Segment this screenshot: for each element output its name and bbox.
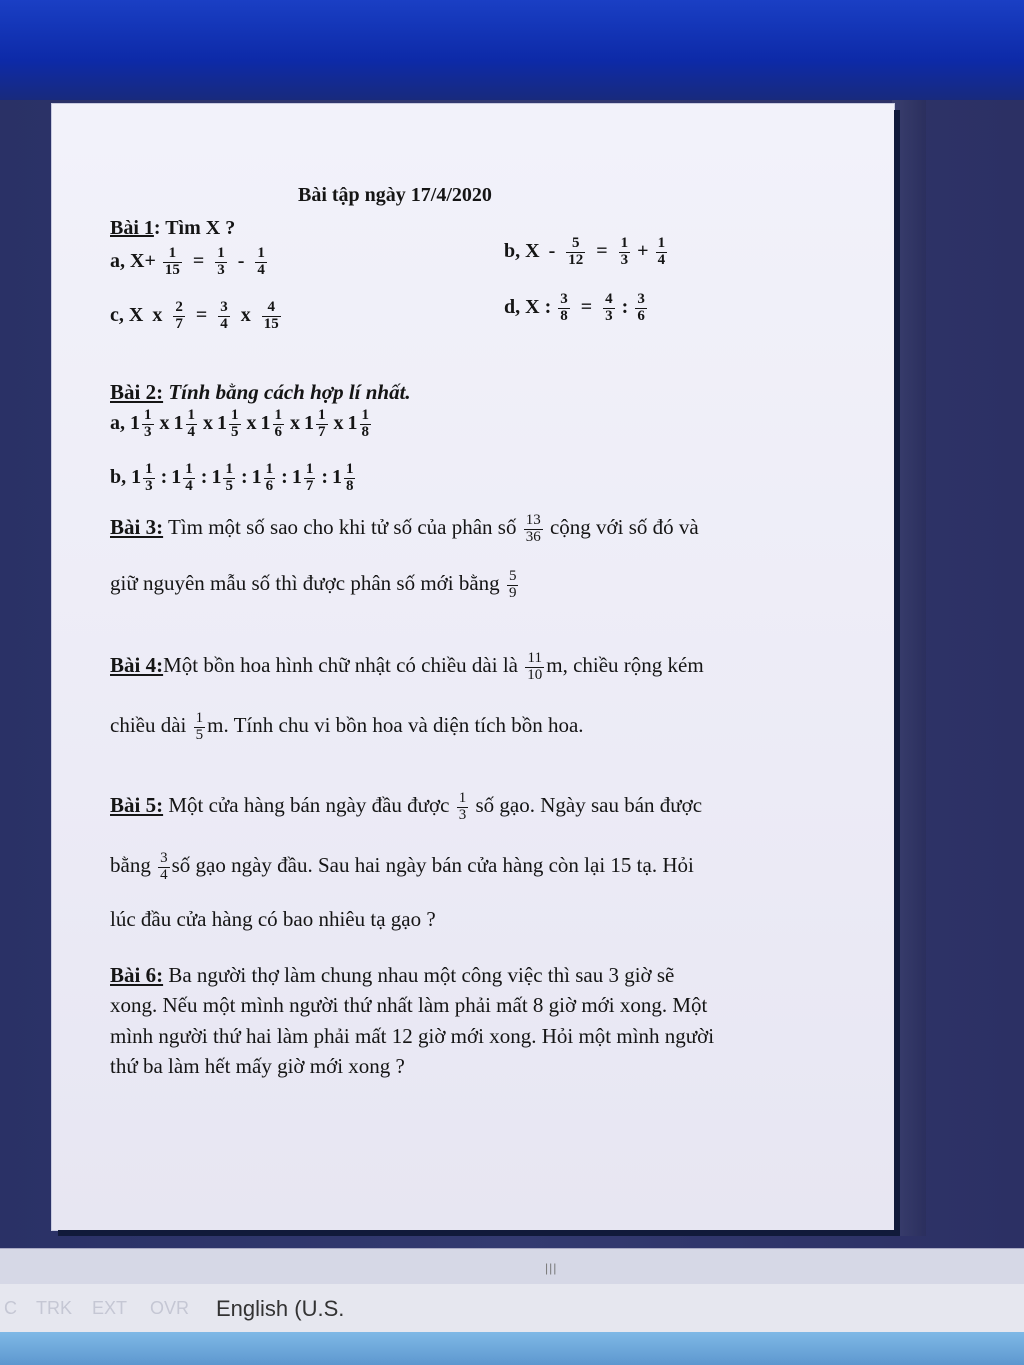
status-indicator-ovr[interactable]: OVR	[150, 1298, 190, 1318]
denominator: 3	[458, 806, 467, 823]
bai4-text: m, chiều rộng kém	[546, 653, 704, 677]
operator: :	[160, 465, 168, 488]
operator: x	[240, 303, 251, 326]
mixed-number	[347, 407, 374, 440]
denominator: 7	[175, 315, 183, 332]
operator: x	[333, 411, 344, 434]
bai1-task: : Tìm X ?	[153, 217, 236, 239]
numerator: 1	[257, 245, 265, 261]
bai1-label: Bài 1	[110, 217, 154, 239]
numerator: 1	[265, 461, 274, 477]
bai4-line2	[110, 710, 870, 743]
bai5-label: Bài 5:	[110, 793, 164, 817]
numerator: 1	[318, 407, 326, 423]
numerator: 1	[144, 407, 152, 423]
whole-part: 1	[173, 411, 184, 434]
operator: :	[621, 295, 629, 318]
operator: -	[237, 249, 245, 272]
numerator: 1	[195, 709, 204, 726]
fraction	[558, 292, 570, 325]
operator: :	[240, 465, 248, 488]
mixed-number	[260, 407, 287, 440]
fraction	[143, 462, 155, 495]
whole-part: 1	[131, 465, 142, 488]
denominator: 8	[361, 423, 369, 440]
numerator: 1	[217, 245, 225, 261]
whole-part: 1	[217, 411, 227, 434]
denominator: 4	[187, 423, 195, 440]
language-indicator[interactable]: English (U.S.	[216, 1296, 345, 1321]
whole-part: 1	[304, 411, 314, 434]
bai5-line2	[110, 850, 870, 883]
fraction	[158, 851, 170, 884]
denominator: 4	[160, 866, 168, 883]
bai4-line1	[110, 650, 870, 683]
fraction	[215, 246, 227, 279]
whole-part: 1	[347, 411, 358, 434]
fraction	[163, 246, 182, 279]
denominator: 6	[274, 423, 282, 440]
numerator: 3	[560, 291, 568, 307]
fraction	[316, 408, 328, 441]
document-title: Bài tập ngày 17/4/2020	[298, 184, 492, 206]
bai1-a-prefix: a,	[110, 249, 125, 272]
whole-part: 1	[171, 465, 182, 488]
bai2-heading	[110, 380, 411, 405]
denominator: 4	[657, 251, 666, 268]
mixed-number	[173, 407, 200, 440]
numerator: 5	[566, 236, 585, 253]
mixed-number	[130, 407, 156, 440]
bai2-label: Bài 2:	[110, 380, 164, 404]
denominator: 7	[305, 477, 314, 494]
numerator: 1	[305, 461, 314, 477]
bai5-text: bằng	[110, 853, 151, 877]
fraction	[229, 408, 241, 441]
denominator: 9	[508, 584, 517, 601]
whole-part: 1	[130, 411, 140, 434]
numerator: 3	[637, 291, 645, 307]
numerator: 1	[231, 407, 239, 423]
operator: :	[281, 465, 288, 488]
operator: -	[548, 239, 556, 262]
denominator: 5	[195, 726, 204, 743]
bai2-a-expression	[110, 408, 373, 441]
mixed-number	[211, 461, 237, 494]
operator: :	[321, 465, 328, 488]
bai5-text: số gạo ngày đầu. Sau hai ngày bán cửa hàng còn lại 15 tạ. Hỏi	[171, 853, 694, 877]
operator: x	[246, 411, 257, 434]
fraction	[264, 462, 276, 495]
bai1-c-equation	[110, 300, 283, 333]
bai1-c-x: X	[128, 303, 144, 326]
operator: x	[203, 411, 213, 434]
fraction	[525, 651, 544, 684]
denominator: 8	[560, 307, 568, 324]
document-page[interactable]	[52, 104, 894, 1230]
bai6-paragraph	[110, 960, 870, 1082]
bai2-task: Tính bằng cách hợp lí nhất.	[168, 380, 411, 404]
operator: :	[200, 465, 208, 488]
window-title-area	[0, 0, 1024, 110]
bai3-label: Bài 3:	[110, 515, 164, 539]
fraction	[457, 791, 469, 824]
numerator: 13	[525, 511, 541, 528]
bai1-c-prefix: c,	[110, 303, 124, 326]
fraction	[186, 408, 198, 441]
fraction	[304, 462, 316, 495]
numerator: 4	[605, 291, 613, 307]
numerator: 1	[225, 461, 233, 477]
bai1-d-x: X	[525, 295, 540, 318]
bai6-line2: xong. Nếu một mình người thứ nhất làm phải mất 8 giờ mới xong. Một	[110, 993, 708, 1018]
bai2-a-prefix: a,	[110, 411, 125, 434]
whole-part: 1	[211, 465, 222, 488]
numerator: 1	[185, 461, 193, 477]
numerator: 3	[220, 299, 228, 315]
mixed-number	[131, 461, 157, 494]
bai5-text: số gạo. Ngày sau bán được	[475, 793, 703, 817]
numerator: 2	[175, 299, 183, 315]
denominator: 7	[318, 423, 326, 440]
page-shadow-edge	[892, 100, 926, 1236]
denominator: 3	[145, 477, 153, 494]
scroll-grip-icon[interactable]: |||	[545, 1261, 558, 1275]
bai1-d-equation	[504, 292, 649, 325]
denominator: 3	[217, 261, 225, 278]
denominator: 4	[257, 261, 265, 278]
fraction	[262, 300, 281, 333]
numerator: 1	[274, 407, 282, 423]
whole-part: 1	[251, 465, 262, 488]
denominator: 3	[620, 251, 629, 268]
bai3-text: giữ nguyên mẫu số thì được phân số mới bằng	[110, 571, 500, 595]
numerator: 11	[525, 651, 544, 668]
mixed-number	[304, 407, 330, 440]
fraction	[223, 462, 235, 495]
fraction	[273, 408, 285, 441]
operator: :	[544, 295, 552, 318]
denominator: 6	[637, 307, 645, 324]
operator: x	[152, 303, 163, 326]
numerator: 1	[345, 461, 354, 477]
bai3-line2	[110, 568, 520, 601]
bai1-b-x: X	[525, 239, 540, 262]
bai6-line3: mình người thứ hai làm phải mất 12 giờ mới xong. Hỏi một mình người	[110, 1023, 715, 1048]
status-bar	[0, 1284, 1024, 1334]
fraction	[635, 292, 647, 325]
denominator: 15	[263, 315, 279, 332]
bai6-line1	[110, 960, 870, 990]
bai4-text: Một bồn hoa hình chữ nhật có chiều dài là	[163, 653, 518, 677]
numerator: 1	[657, 235, 666, 251]
operator: x	[290, 411, 300, 434]
denominator: 6	[265, 477, 274, 494]
fraction	[619, 236, 631, 269]
bai1-heading	[110, 217, 235, 240]
bai1-a-x: X+	[130, 249, 156, 272]
bai1-d-prefix: d,	[504, 295, 521, 318]
denominator: 4	[185, 477, 193, 494]
numerator: 4	[262, 300, 281, 317]
taskbar	[0, 1332, 1024, 1365]
denominator: 5	[231, 423, 239, 440]
bai4-text: chiều dài	[110, 713, 187, 737]
bai1-a-equation	[110, 246, 269, 279]
fraction	[183, 462, 195, 495]
whole-part: 1	[260, 411, 271, 434]
bai3-text: cộng với số đó và	[549, 515, 699, 539]
operator: x	[159, 411, 170, 434]
fraction	[566, 236, 585, 269]
bai5-line3: lúc đầu cửa hàng có bao nhiêu tạ gạo ?	[110, 907, 436, 931]
bai5-line1	[110, 790, 870, 823]
denominator: 10	[527, 666, 543, 683]
fraction	[360, 408, 372, 441]
status-indicator-c[interactable]: C	[4, 1298, 17, 1318]
numerator: 1	[620, 235, 629, 251]
denominator: 5	[225, 477, 233, 494]
mixed-number	[331, 461, 358, 494]
equals-sign: =	[596, 239, 608, 262]
mixed-number	[291, 461, 318, 494]
equals-sign: =	[192, 249, 205, 272]
fraction	[656, 236, 668, 269]
bai6-line4: thứ ba làm hết mấy giờ mới xong ?	[110, 1054, 405, 1079]
denominator: 36	[525, 528, 541, 545]
numerator: 1	[145, 461, 153, 477]
bai3-line1	[110, 512, 870, 545]
bai1-b-prefix: b,	[504, 239, 521, 262]
bai1-b-equation	[504, 236, 669, 269]
numerator: 5	[508, 567, 517, 584]
mixed-number	[251, 461, 278, 494]
denominator: 3	[605, 307, 613, 324]
bai3-text: Tìm một số sao cho khi tử số của phân số	[167, 515, 517, 539]
whole-part: 1	[291, 465, 302, 488]
fraction	[507, 569, 519, 602]
denominator: 15	[164, 261, 180, 278]
bai2-b-prefix: b,	[110, 465, 127, 488]
denominator: 8	[345, 477, 354, 494]
horizontal-scrollbar[interactable]	[0, 1248, 1024, 1285]
numerator: 1	[361, 407, 369, 423]
bai4-text: m. Tính chu vi bồn hoa và diện tích bồn hoa.	[207, 713, 584, 737]
bai5-text: Một cửa hàng bán ngày đầu được	[168, 793, 450, 817]
bai4-label: Bài 4:	[110, 653, 164, 677]
mixed-number	[217, 407, 243, 440]
status-indicator-trk[interactable]: TRK	[36, 1298, 72, 1318]
fraction	[344, 462, 356, 495]
whole-part: 1	[331, 465, 342, 488]
fraction	[218, 300, 230, 333]
fraction	[524, 513, 543, 546]
numerator: 1	[187, 407, 195, 423]
fraction	[603, 292, 615, 325]
fraction	[142, 408, 154, 441]
operator: +	[637, 239, 649, 262]
denominator: 12	[568, 251, 584, 268]
numerator: 1	[458, 789, 467, 806]
denominator: 3	[144, 423, 152, 440]
fraction	[173, 300, 185, 333]
numerator: 3	[160, 849, 168, 866]
bai6-text: Ba người thợ làm chung nhau một công việc thì sau 3 giờ sẽ	[168, 963, 675, 987]
numerator: 1	[163, 246, 182, 263]
mixed-number	[171, 461, 197, 494]
status-indicator-ext[interactable]: EXT	[92, 1298, 128, 1318]
fraction	[194, 711, 206, 744]
bai2-b-expression	[110, 462, 357, 495]
bai6-label: Bài 6:	[110, 963, 164, 987]
equals-sign: =	[195, 303, 208, 326]
equals-sign: =	[580, 295, 593, 318]
fraction	[255, 246, 267, 279]
denominator: 4	[220, 315, 228, 332]
